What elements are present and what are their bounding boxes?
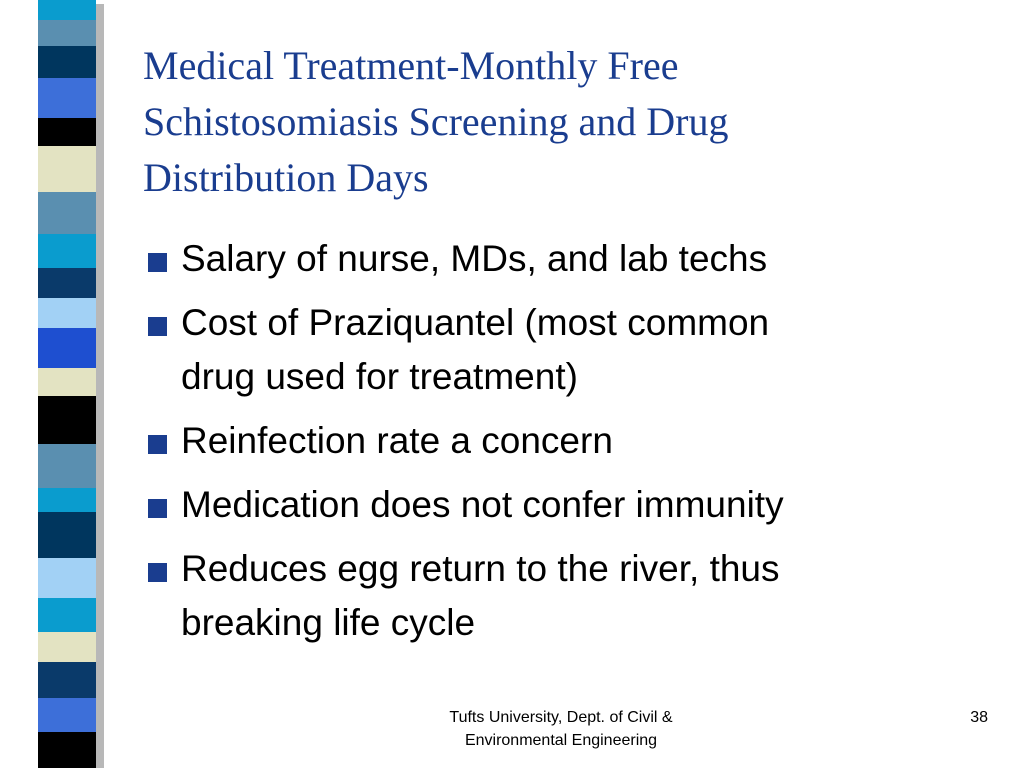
bullet-line: drug used for treatment) (181, 356, 578, 397)
bullet-text (181, 414, 963, 468)
stripe-segment (38, 0, 96, 20)
title-line: Medical Treatment-Monthly Free (143, 43, 679, 88)
title-line: Schistosomiasis Screening and Drug (143, 99, 729, 144)
stripe-segment (38, 268, 96, 298)
stripe-segment (38, 328, 96, 368)
stripe-segment (38, 78, 96, 118)
bullet-line: Medication does not confer immunity (181, 484, 784, 525)
stripe-segment (38, 118, 96, 146)
stripe-segment (38, 598, 96, 632)
stripe-segment (38, 46, 96, 78)
stripe-segment (38, 192, 96, 234)
stripe-segment (38, 558, 96, 598)
title-line: Distribution Days (143, 155, 429, 200)
bullet-item (143, 296, 963, 404)
bullet-line: Salary of nurse, MDs, and lab techs (181, 238, 768, 279)
bullet-item (143, 478, 963, 532)
stripe-segment (38, 512, 96, 558)
bullet-item (143, 542, 963, 650)
page-number: 38 (970, 709, 988, 726)
bullet-item (143, 414, 963, 468)
stripe-segment (38, 234, 96, 268)
stripe-segment (38, 632, 96, 662)
stripe-segment (38, 20, 96, 46)
bullet-text (181, 542, 963, 650)
bullet-text (181, 232, 963, 286)
bullet-text (181, 296, 963, 404)
square-bullet-icon (148, 317, 167, 336)
stripe-segment (38, 662, 96, 698)
footer-line: Tufts University, Dept. of Civil & (449, 709, 673, 726)
square-bullet-icon (148, 253, 167, 272)
square-bullet-icon (148, 563, 167, 582)
stripe-segment (38, 298, 96, 328)
decorative-stripe-bar (38, 0, 96, 768)
slide-footer (400, 706, 722, 752)
bullet-line: Reinfection rate a concern (181, 420, 613, 461)
bullet-line: Cost of Praziquantel (most common (181, 302, 770, 343)
stripe-segment (38, 698, 96, 732)
footer-line: Environmental Engineering (464, 732, 658, 749)
stripe-segment (38, 396, 96, 444)
slide-title (143, 38, 1003, 206)
bullet-list (143, 232, 963, 660)
bullet-line: breaking life cycle (181, 602, 476, 643)
square-bullet-icon (148, 435, 167, 454)
bullet-line: Reduces egg return to the river, thus (181, 548, 780, 589)
stripe-segment (38, 732, 96, 768)
stripe-segment (38, 146, 96, 192)
bullet-item (143, 232, 963, 286)
stripe-segment (38, 444, 96, 488)
stripe-segment (38, 368, 96, 396)
square-bullet-icon (148, 499, 167, 518)
stripe-segment (38, 488, 96, 512)
bullet-text (181, 478, 963, 532)
